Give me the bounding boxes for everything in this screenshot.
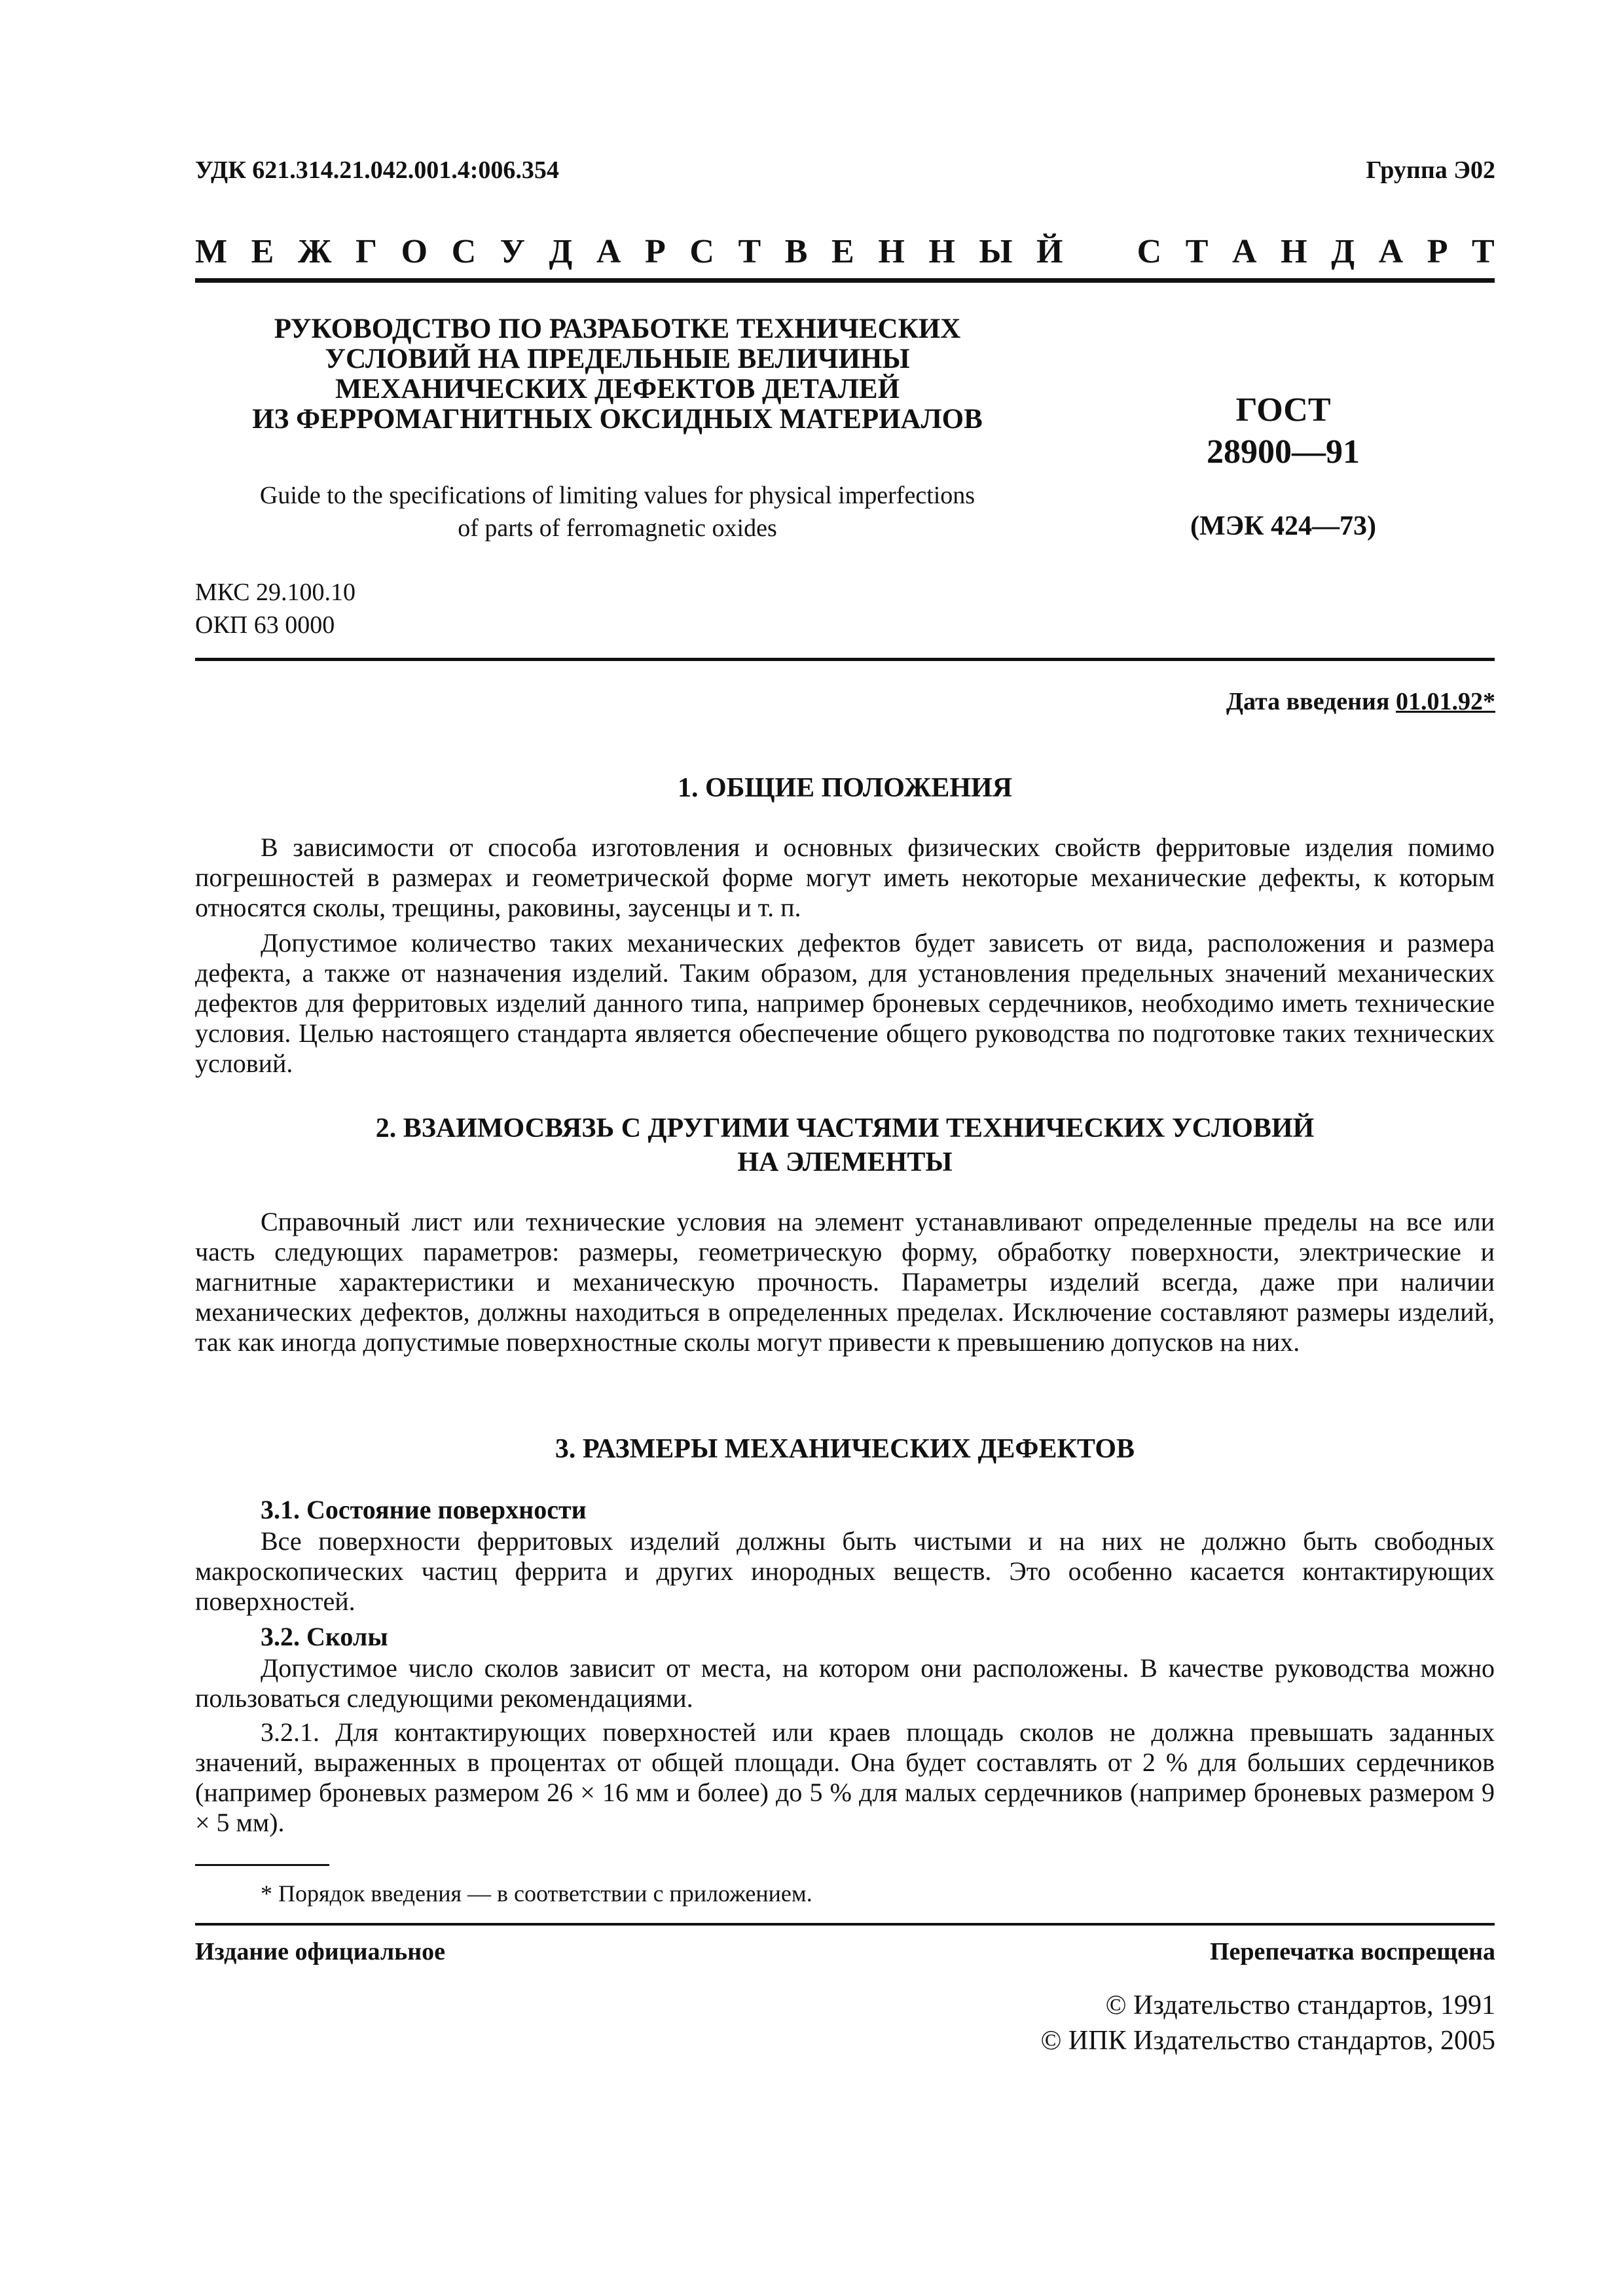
section-3-1-para: Все поверхности ферритовых изделий должны быть чистыми и на них не должно быть свободных макроскопических частиц феррита и других инородных веществ. Это особенно касается контактирующих поверхностей. — [195, 1526, 1495, 1616]
banner-letter: У — [500, 233, 525, 270]
section-2-para-1: Справочный лист или технические условия на элемент устанавливают определенные пределы на все или часть следующих параметров: размеры, геометрическую форму, обработку поверхности, электрические и магнитные характеристики и механическую прочность. Параметры изделий всегда, даже при наличии механических дефектов, должны находиться в определенных пределах. Исключение составляют размеры изделий, так как иногда допустимые поверхностные сколы могут привести к превышению допусков на них. — [195, 1207, 1495, 1357]
copyright-2005: © ИПК Издательство стандартов, 2005 — [1040, 2026, 1495, 2056]
udk-code: УДК 621.314.21.042.001.4:006.354 — [195, 156, 559, 184]
banner-letter: Р — [1427, 233, 1448, 270]
title-line-2: УСЛОВИЙ НА ПРЕДЕЛЬНЫЕ ВЕЛИЧИНЫ — [325, 344, 910, 374]
banner-letter: В — [784, 233, 808, 270]
section-2-title-line-2: НА ЭЛЕМЕНТЫ — [737, 1147, 953, 1177]
iec-designation: (МЭК 424—73) — [1190, 511, 1377, 541]
reprint-prohibited: Перепечатка воспрещена — [1209, 1938, 1495, 1965]
footnote-rule — [195, 1864, 329, 1866]
banner-letter: Д — [549, 233, 573, 270]
official-edition: Издание официальное — [195, 1938, 446, 1965]
banner-letter: С — [689, 233, 714, 270]
section-3-2-para: Допустимое число сколов зависит от места, на котором они расположены. В качестве руководства можно пользоваться следующими рекомендациями. — [195, 1653, 1495, 1713]
banner-letter: Т — [1472, 233, 1495, 270]
banner-letter: А — [1378, 233, 1404, 270]
banner-letter: Ж — [297, 233, 332, 270]
title-rule — [195, 658, 1495, 661]
banner-letter: Р — [645, 233, 666, 270]
banner-letter: Т — [738, 233, 761, 270]
title-line-4: ИЗ ФЕРРОМАГНИТНЫХ ОКСИДНЫХ МАТЕРИАЛОВ — [252, 404, 983, 435]
section-3-2-1-para: 3.2.1. Для контактирующих поверхностей или краев площадь сколов не должна превышать заданных значений, выраженных в процентах от общей площади. Она будет составлять от 2 % для больших сердечников (например броневых размером 26 × 16 мм и более) до 5 % для малых сердечников (например броневых размером 9 × 5 мм). — [195, 1717, 1495, 1837]
section-2-title — [195, 1111, 1495, 1179]
banner-letter: Е — [831, 233, 854, 270]
gost-number: 28900—91 — [1207, 433, 1360, 471]
date-label: Дата введения — [1226, 688, 1396, 715]
section-2-title-line-1: 2. ВЗАИМОСВЯЗЬ С ДРУГИМИ ЧАСТЯМИ ТЕХНИЧЕСКИХ УСЛОВИЙ — [375, 1113, 1315, 1143]
banner-letter: Ы — [979, 233, 1013, 270]
header-rule — [195, 278, 1495, 283]
classification-codes — [195, 576, 356, 641]
gost-designation — [1139, 389, 1427, 473]
banner-letter: А — [596, 233, 621, 270]
section-1-para-1: В зависимости от способа изготовления и основных физических свойств ферритовые изделия помимо погрешностей в размерах и геометрической форме могут иметь некоторые механические дефекты, к которым относятся сколы, трещины, раковины, заусенцы и т. п. — [195, 833, 1495, 922]
banner-letter: Д — [1331, 233, 1355, 270]
section-3-1-title: 3.1. Состояние поверхности — [261, 1495, 587, 1524]
section-1-para-2: Допустимое количество таких механических дефектов будет зависеть от вида, расположения и размера дефекта, а также от назначения изделий. Таким образом, для установления предельных значений механических дефектов для ферритовых изделий данного типа, например броневых сердечников, необходимо иметь технические условия. Целью настоящего стандарта является обеспечение общего руководства по подготовке таких технических условий. — [195, 928, 1495, 1078]
section-1-title: 1. ОБЩИЕ ПОЛОЖЕНИЯ — [677, 773, 1013, 803]
gost-label: ГОСТ — [1235, 391, 1331, 429]
footer-rule — [195, 1923, 1495, 1926]
title-line-3: МЕХАНИЧЕСКИХ ДЕФЕКТОВ ДЕТАЛЕЙ — [335, 374, 900, 404]
banner-letter: М — [195, 233, 228, 270]
title-en — [195, 479, 1040, 545]
banner-letter — [1087, 232, 1113, 271]
banner-letter: Н — [1281, 233, 1307, 270]
banner-letter: Й — [1036, 233, 1063, 270]
mks-code: МКС 29.100.10 — [195, 579, 356, 606]
interstate-standard-banner — [195, 232, 1495, 271]
banner-letter: Т — [1185, 233, 1209, 270]
section-3-title: 3. РАЗМЕРЫ МЕХАНИЧЕСКИХ ДЕФЕКТОВ — [555, 1434, 1135, 1464]
title-en-line-2: of parts of ferromagnetic oxides — [458, 514, 777, 542]
banner-letter: Е — [251, 233, 274, 270]
footnote: * Порядок введения — в соответствии с приложением. — [261, 1880, 812, 1907]
banner-letter: Н — [878, 233, 905, 270]
title-en-line-1: Guide to the specifications of limiting values for physical imperfections — [259, 482, 976, 509]
copyright-1991: © Издательство стандартов, 1991 — [1105, 1990, 1495, 2020]
banner-letter: С — [1137, 233, 1162, 270]
date-value: 01.01.92* — [1396, 688, 1495, 715]
okp-code: ОКП 63 0000 — [195, 611, 335, 639]
group-code: Группа Э02 — [1366, 156, 1495, 184]
banner-letter: Н — [928, 233, 955, 270]
banner-letter: Г — [355, 233, 378, 270]
banner-letter: С — [451, 233, 477, 270]
introduction-date — [1226, 687, 1495, 716]
section-3-2-title: 3.2. Сколы — [261, 1622, 388, 1651]
banner-letter: О — [401, 233, 428, 270]
title-ru — [195, 314, 1040, 435]
banner-letter: А — [1232, 233, 1257, 270]
title-line-1: РУКОВОДСТВО ПО РАЗРАБОТКЕ ТЕХНИЧЕСКИХ — [274, 314, 961, 344]
